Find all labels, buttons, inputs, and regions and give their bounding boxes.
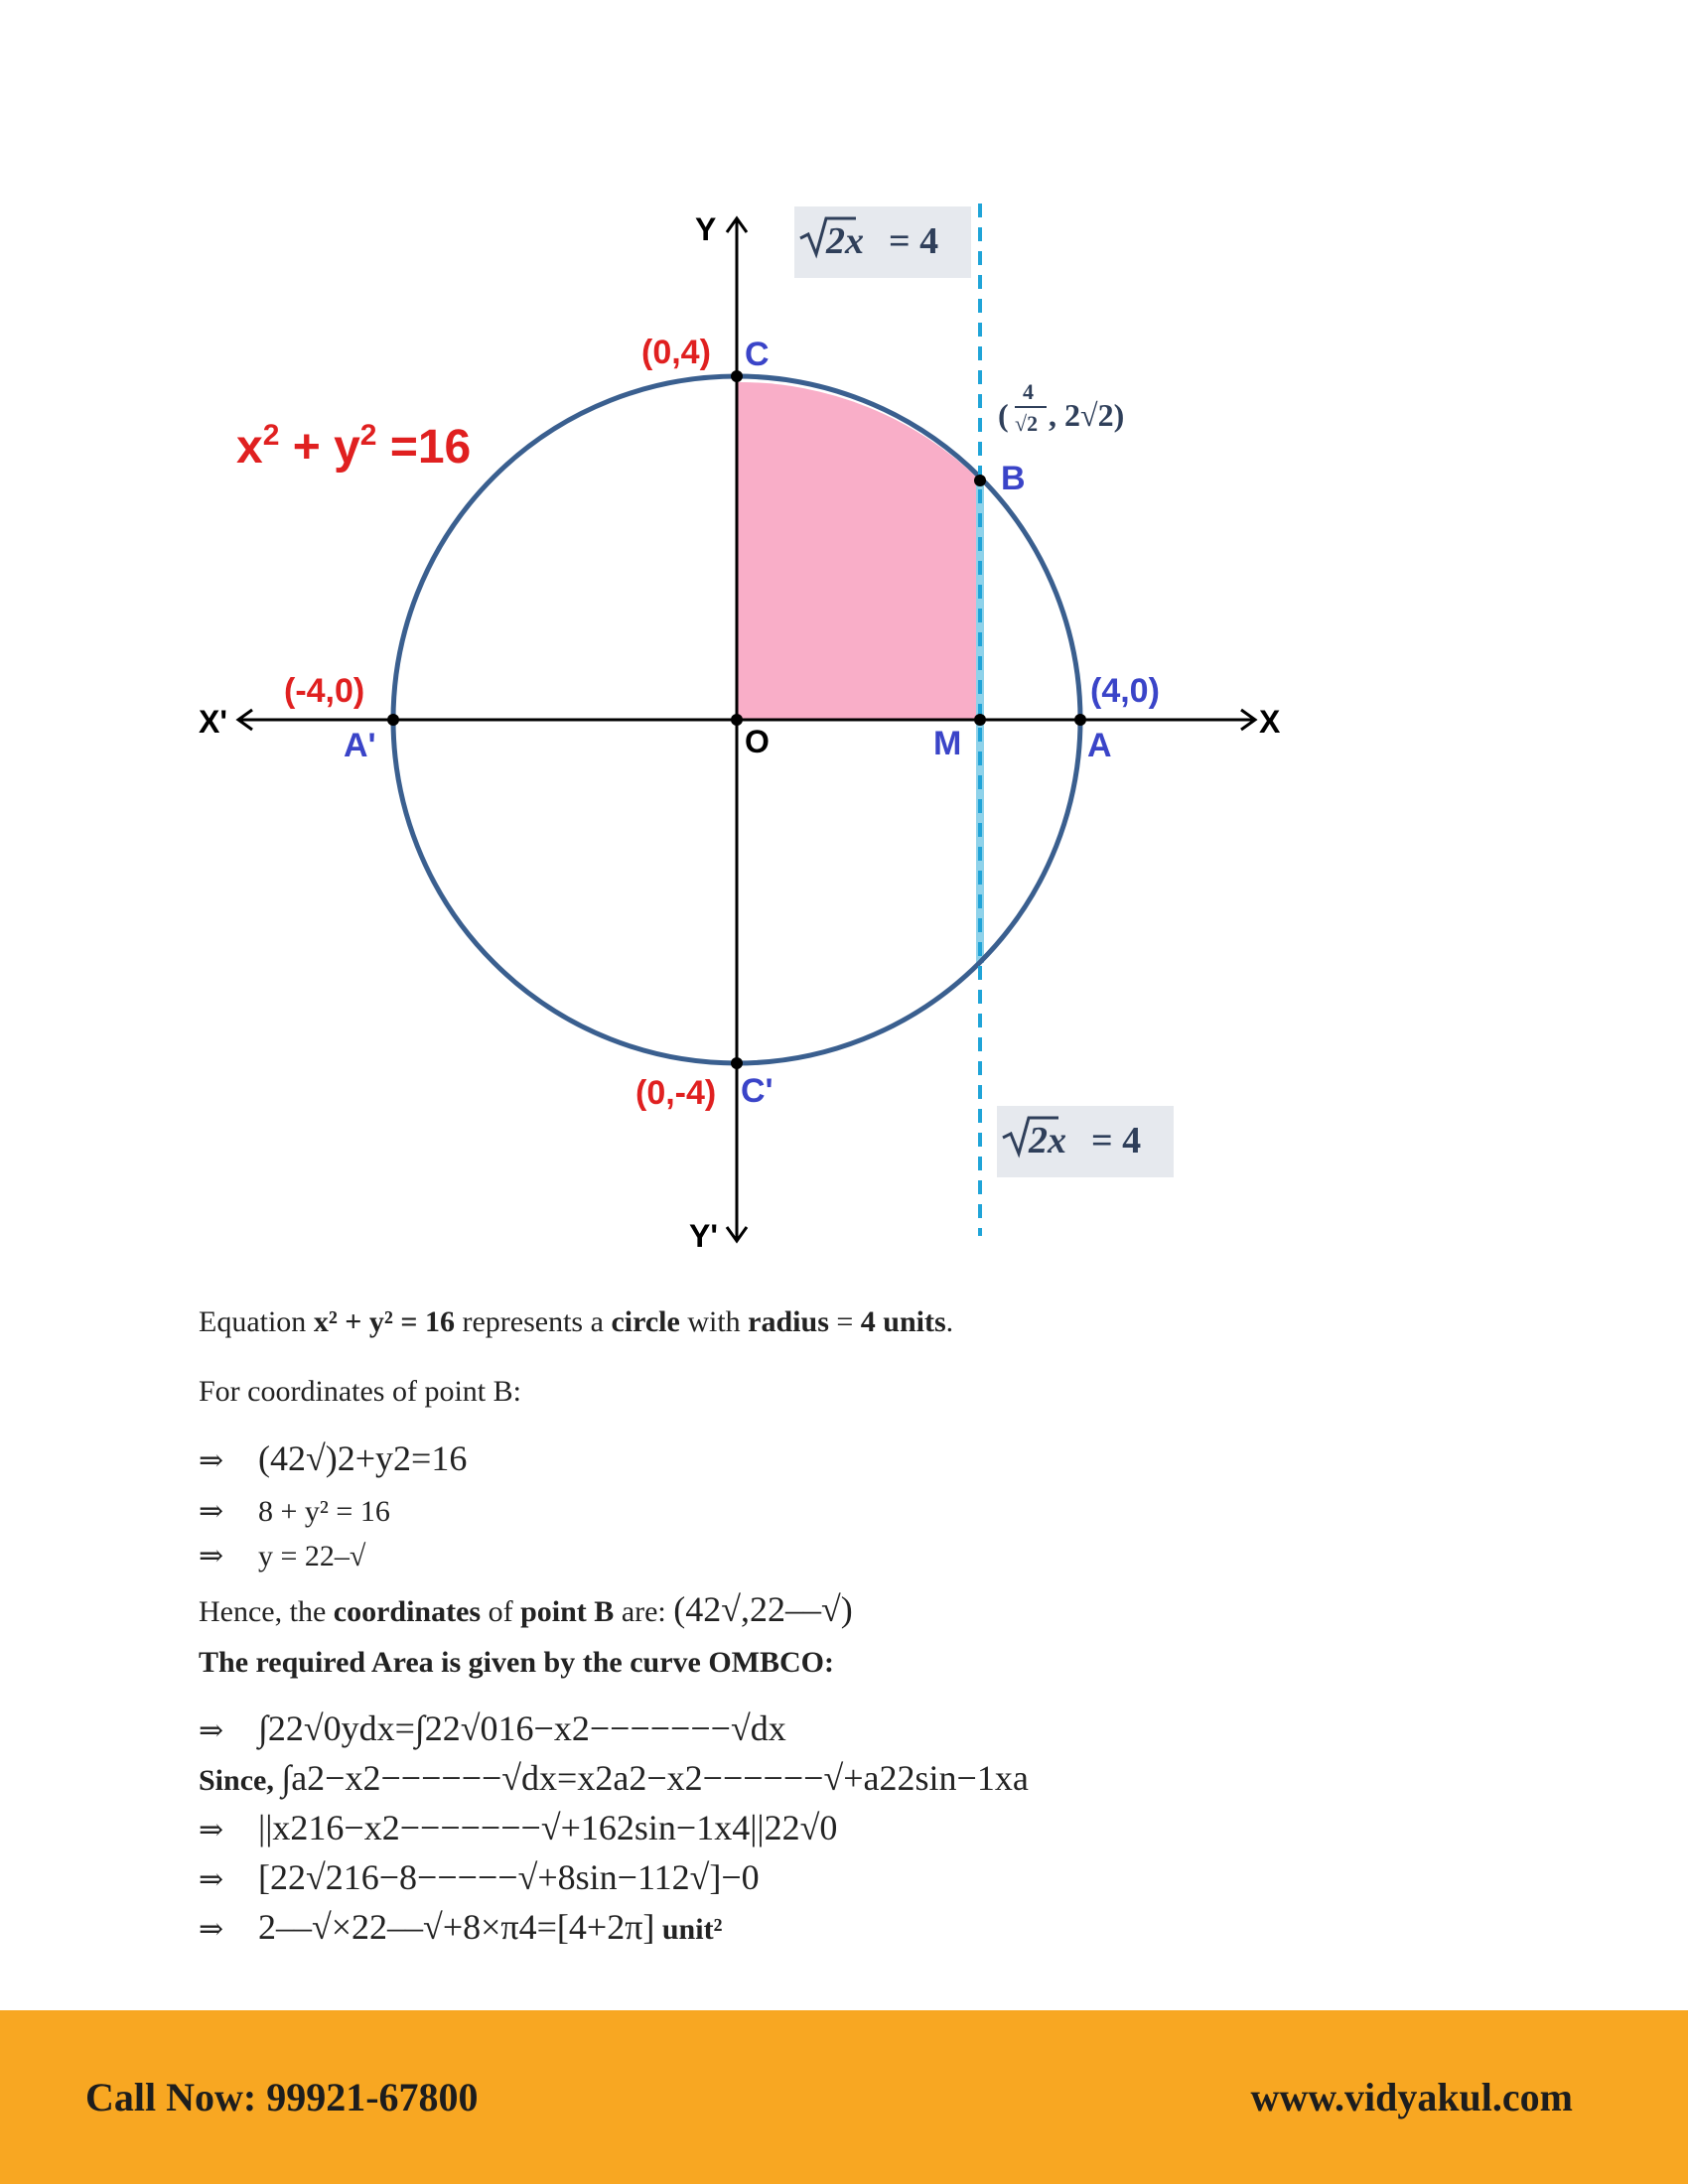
svg-text:2x: 2x	[1029, 1120, 1066, 1161]
coord-label-c: (0,4)	[641, 334, 711, 371]
point-label-c-prime: C'	[741, 1072, 774, 1110]
step-3: ⇒ y = 22–√	[199, 1540, 366, 1572]
step-1: ⇒ (42√)2+y2=16	[199, 1438, 468, 1478]
point-b-coordinate	[998, 379, 1124, 436]
shaded-region	[737, 382, 980, 720]
coord-label-a-prime: (-4,0)	[284, 672, 365, 710]
point-c-dot	[731, 370, 743, 382]
point-m-dot	[974, 714, 986, 726]
point-o-dot	[731, 714, 743, 726]
footer-bar	[0, 2010, 1688, 2184]
paragraph-area-heading: The required Area is given by the curve OMBCO:	[199, 1646, 834, 1679]
point-label-a-prime: A'	[344, 727, 376, 764]
coord-label-c-prime: (0,-4)	[635, 1074, 717, 1112]
point-label-c: C	[745, 336, 770, 373]
step-5: ⇒ ||x216−x2−−−−−−−√+162sin−1x4||22√0	[199, 1808, 838, 1847]
svg-text:= 4: = 4	[889, 220, 939, 262]
footer-phone[interactable]: Call Now: 99921-67800	[85, 2075, 479, 2119]
paragraph-circle-description: Equation x² + y² = 16 represents a circle with radius = 4 units.	[199, 1305, 954, 1338]
svg-text:2x: 2x	[826, 220, 864, 262]
paragraph-point-b-intro: For coordinates of point B:	[199, 1375, 521, 1408]
step-7: ⇒ 2––√×22––√+8×π4=[4+2π] unit²	[199, 1907, 723, 1947]
paragraph-point-b-result: Hence, the coordinates of point B are: (42√,22––√)	[199, 1589, 853, 1629]
coord-label-a: (4,0)	[1090, 672, 1160, 710]
since-formula: Since, ∫a2−x2−−−−−−√dx=x2a2−x2−−−−−−√+a22sin−1xa	[199, 1758, 1029, 1798]
axis-label-x-prime: X'	[199, 704, 227, 740]
point-label-b: B	[1001, 460, 1026, 497]
step-4: ⇒ ∫22√0ydx=∫22√016−x2−−−−−−−√dx	[199, 1708, 786, 1748]
axis-label-y: Y	[695, 211, 717, 247]
svg-text:= 4: = 4	[1091, 1120, 1142, 1161]
svg-text:, 2√2): , 2√2)	[1049, 397, 1125, 433]
point-label-a: A	[1087, 727, 1112, 764]
axis-label-y-prime: Y'	[689, 1218, 718, 1254]
origin-label: O	[745, 724, 770, 759]
svg-text:(: (	[998, 397, 1009, 433]
point-c-prime-dot	[731, 1057, 743, 1069]
point-label-m: M	[933, 725, 962, 762]
axis-label-x: X	[1259, 704, 1281, 740]
point-b-dot	[974, 475, 986, 486]
step-6: ⇒ [22√216−8−−−−−√+8sin−112√]−0	[199, 1857, 760, 1897]
footer-website-link[interactable]: www.vidyakul.com	[1250, 2075, 1573, 2119]
step-2: ⇒ 8 + y² = 16	[199, 1495, 390, 1528]
svg-text:√2: √2	[1015, 411, 1039, 436]
point-a-prime-dot	[387, 714, 399, 726]
svg-text:4: 4	[1023, 379, 1034, 404]
point-a-dot	[1074, 714, 1086, 726]
circle-equation: $x^2 + y^2 =16$	[236, 419, 472, 474]
